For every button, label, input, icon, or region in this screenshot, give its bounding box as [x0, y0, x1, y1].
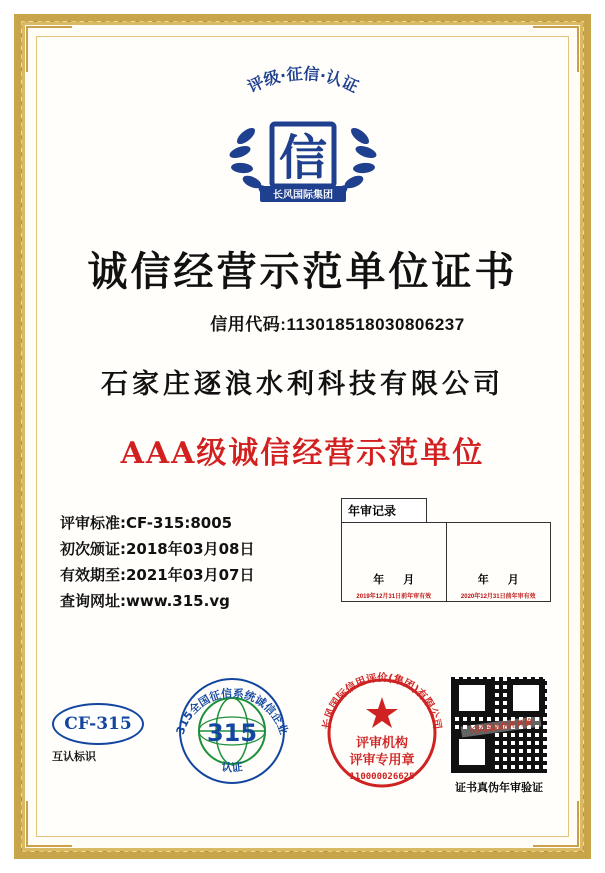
red-seal-ring-text: 长风国际信用评价(集团)有限公司	[320, 671, 444, 731]
annual-review-date-1: 年 月	[373, 574, 423, 586]
detail-standard: 评审标准:CF-315:8005	[60, 514, 233, 532]
credit-code-line	[40, 310, 565, 335]
company-name: 石家庄逐浪水利科技有限公司	[101, 369, 504, 400]
certificate-details	[60, 510, 255, 614]
detail-query-url: 查询网址:www.315.vg	[60, 592, 230, 610]
cf-315-badge-text: CF-315	[52, 703, 144, 745]
annual-review-title: 年审记录	[341, 498, 427, 522]
red-seal-line2: 评审专用章	[349, 753, 415, 768]
red-seal-star-icon	[366, 697, 398, 728]
credit-code-value: 113018518030806237	[286, 315, 465, 334]
qr-caption: 证书真伪年审验证	[455, 782, 543, 794]
globe-seal-center-text: 315	[206, 719, 258, 747]
cf-315-badge-caption: 互认标识	[52, 751, 96, 763]
qr-overlay-stamp-text: 长风国际信用评价	[461, 715, 542, 737]
company-emblem-icon	[198, 58, 408, 208]
annual-review-date-2: 年 月	[477, 574, 527, 586]
award-title: AAA级诚信经营示范单位	[120, 436, 485, 471]
globe-seal-top-text: 315全国征信系统诚信企业	[173, 686, 291, 737]
qr-code-icon[interactable]	[449, 675, 549, 775]
cf-315-badge	[52, 703, 148, 764]
page-title: 诚信经营示范单位证书	[87, 249, 518, 295]
annual-review-cell-2	[446, 523, 551, 601]
qr-finder-bottom-left	[453, 733, 491, 771]
svg-text:认证	[221, 759, 244, 774]
globe-seal-icon	[172, 671, 292, 796]
annual-review-note-2: 2020年12月31日前年审有效	[460, 594, 536, 600]
credit-code-label: 信用代码:	[210, 315, 287, 334]
svg-text:评级·征信·认证	[244, 64, 361, 96]
certificate-content	[40, 40, 565, 833]
red-seal-line1: 评审机构	[355, 736, 409, 751]
detail-first-issue: 初次颁证:2018年03月08日	[60, 540, 255, 558]
annual-review-box	[341, 498, 551, 602]
seals-row	[40, 669, 565, 809]
detail-valid-until: 有效期至:2021年03月07日	[60, 566, 255, 584]
red-seal-code: 110000026625	[349, 772, 415, 782]
annual-review-note-1: 2019年12月31日前年审有效	[356, 594, 432, 600]
emblem-ribbon-text: 长风国际集团	[272, 190, 333, 201]
emblem-arc-text: 评级·征信·认证	[244, 64, 361, 97]
annual-review-cell-1	[342, 523, 446, 601]
emblem-center-char: 信	[278, 130, 327, 186]
annual-review-grid	[341, 522, 551, 602]
globe-seal-bottom-text: 认证	[220, 760, 244, 775]
official-red-seal-icon	[318, 671, 446, 798]
verification-qr-block[interactable]	[439, 675, 559, 795]
